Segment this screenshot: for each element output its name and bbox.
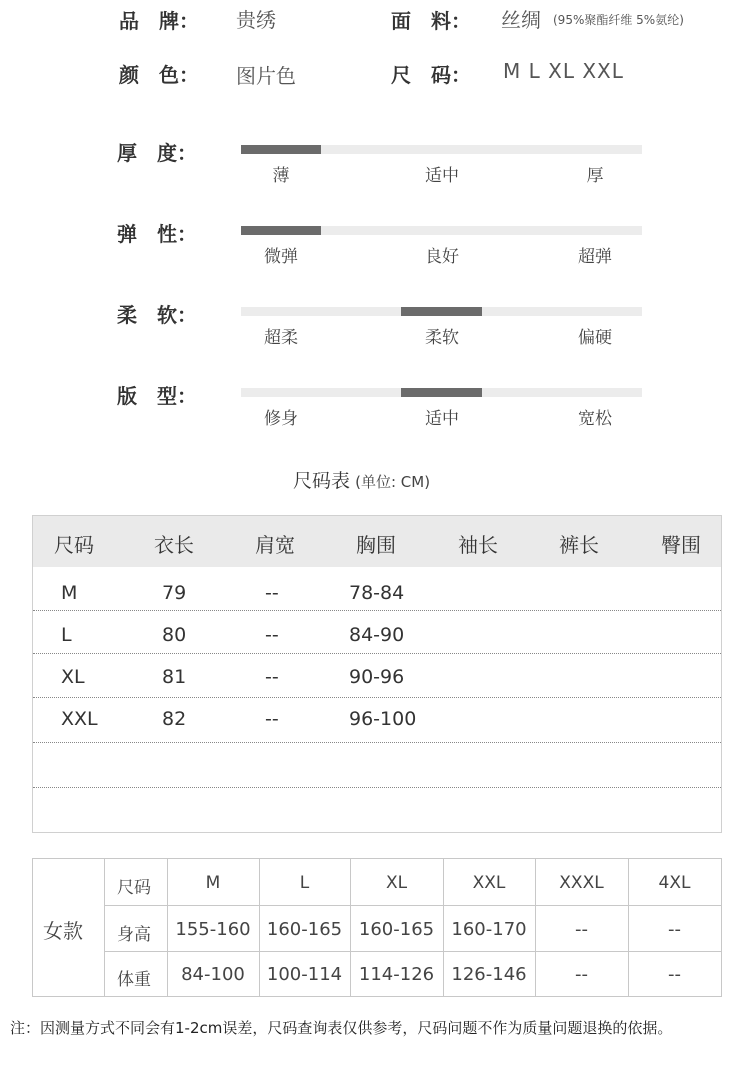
size-chart-header: [33, 516, 721, 567]
softness-track: [241, 307, 642, 316]
women-size-xxl: XXL: [472, 873, 506, 893]
fabric-label: 面 料：: [391, 9, 471, 33]
women-weight-4xl: --: [668, 964, 681, 985]
cell-length: 81: [162, 666, 187, 688]
women-weight-label: 体重: [117, 970, 151, 990]
col-divider: [104, 859, 105, 996]
header-sleeve: 袖长: [458, 533, 498, 557]
women-size-table: [32, 858, 722, 997]
women-size-xxxl: XXXL: [559, 873, 604, 893]
women-height-xl: 160-165: [358, 919, 435, 940]
fit-track: [241, 388, 642, 397]
header-hip: 臀围: [661, 533, 701, 557]
thickness-label: 厚 度：: [117, 141, 197, 165]
fit-tick-high: 宽松: [578, 409, 612, 429]
row-divider: [33, 697, 721, 698]
fabric-detail: (95%聚酯纤维 5%氨纶): [553, 13, 684, 27]
women-weight-m: 84-100: [181, 964, 245, 985]
softness-fill: [401, 307, 481, 316]
size-chart-unit: (单位: CM): [355, 473, 431, 491]
cell-length: 82: [162, 708, 187, 730]
brand-label: 品 牌：: [119, 9, 199, 33]
elasticity-tick-low: 微弹: [264, 247, 298, 267]
size-value: M L XL XXL: [503, 59, 624, 83]
cell-shoulder: --: [265, 708, 279, 730]
women-height-m: 155-160: [175, 919, 251, 940]
row-divider: [33, 787, 721, 788]
color-value: 图片色: [236, 64, 296, 88]
elasticity-tick-high: 超弹: [578, 247, 612, 267]
fit-label: 版 型：: [117, 384, 197, 408]
women-size-m: M: [205, 873, 221, 893]
size-label: 尺 码：: [391, 63, 471, 87]
women-weight-xl: 114-126: [358, 964, 435, 985]
color-label: 颜 色：: [119, 63, 199, 87]
thickness-tick-high: 厚: [586, 166, 604, 186]
thickness-fill: [241, 145, 321, 154]
elasticity-label: 弹 性：: [117, 222, 197, 246]
fabric-value: 丝绸: [501, 8, 541, 32]
header-length: 衣长: [154, 533, 194, 557]
women-category-label: 女款: [43, 919, 83, 943]
thickness-track: [241, 145, 642, 154]
size-chart-title-text: 尺码表: [293, 470, 351, 492]
cell-length: 79: [162, 582, 187, 604]
table-row: [33, 700, 721, 742]
women-height-label: 身高: [117, 925, 151, 945]
elasticity-fill: [241, 226, 321, 235]
women-height-xxl: 160-170: [451, 919, 527, 940]
brand-value: 贵绣: [236, 8, 276, 32]
cell-shoulder: --: [265, 624, 279, 646]
women-size-4xl: 4XL: [658, 873, 691, 893]
women-height-xxxl: --: [575, 919, 588, 940]
softness-tick-low: 超柔: [264, 328, 298, 348]
women-weight-l: 100-114: [266, 964, 343, 985]
women-header-label: 尺码: [117, 878, 151, 898]
women-height-4xl: --: [668, 919, 681, 940]
elasticity-track: [241, 226, 642, 235]
row-divider: [104, 905, 721, 906]
fit-tick-low: 修身: [264, 409, 298, 429]
cell-chest: 84-90: [349, 624, 405, 646]
header-pants: 裤长: [559, 533, 599, 557]
cell-shoulder: --: [265, 666, 279, 688]
softness-label: 柔 软：: [117, 303, 197, 327]
row-divider: [104, 951, 721, 952]
softness-tick-mid: 柔软: [425, 328, 459, 348]
fit-tick-mid: 适中: [425, 409, 459, 429]
header-shoulder: 肩宽: [255, 533, 295, 557]
women-weight-xxl: 126-146: [451, 964, 527, 985]
row-divider: [33, 742, 721, 743]
disclaimer-note: 注：因测量方式不同会有1-2cm误差，尺码查询表仅供参考，尺码问题不作为质量问题退换的依据。: [10, 1019, 673, 1037]
thickness-tick-low: 薄: [272, 166, 290, 186]
size-chart-table: [32, 515, 722, 833]
row-divider: [33, 653, 721, 654]
cell-size: M: [61, 582, 78, 604]
cell-shoulder: --: [265, 582, 279, 604]
table-row: [33, 616, 721, 658]
women-size-l: L: [299, 873, 310, 893]
size-chart-title: [293, 466, 430, 493]
cell-chest: 78-84: [349, 582, 405, 604]
header-size: 尺码: [54, 533, 94, 557]
cell-size: XL: [61, 666, 85, 688]
table-row: [33, 658, 721, 700]
row-divider: [33, 610, 721, 611]
softness-tick-high: 偏硬: [578, 328, 612, 348]
women-height-l: 160-165: [266, 919, 343, 940]
elasticity-tick-mid: 良好: [425, 247, 459, 267]
header-chest: 胸围: [356, 533, 396, 557]
fit-fill: [401, 388, 481, 397]
thickness-tick-mid: 适中: [425, 166, 459, 186]
cell-size: XXL: [61, 708, 98, 730]
women-size-xl: XL: [385, 873, 408, 893]
cell-chest: 96-100: [349, 708, 417, 730]
cell-size: L: [61, 624, 72, 646]
women-weight-xxxl: --: [575, 964, 588, 985]
cell-chest: 90-96: [349, 666, 405, 688]
cell-length: 80: [162, 624, 187, 646]
